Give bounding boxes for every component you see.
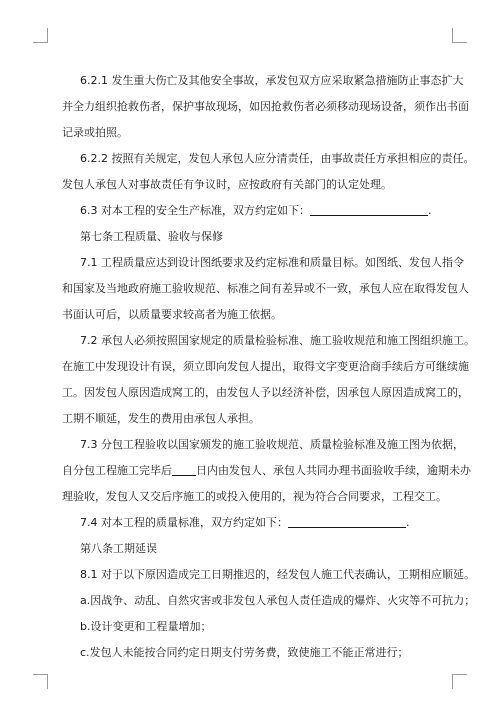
clause-8-1-item-b: b.设计变更和工程量增加； <box>80 620 212 633</box>
crop-mark-bottom-right <box>452 674 467 689</box>
clause-6-2-1-line-2: 并全力组织抢救伤者，保护事故现场，如因抢救伤者必须移动现场设备，须作出书面 <box>62 100 469 113</box>
clause-7-3-text-a: 自分包工程施工完毕后 <box>62 464 172 477</box>
clause-7-4 <box>80 510 460 537</box>
acceptance-days-blank[interactable] <box>172 461 196 476</box>
clause-7-2-line-3: 工。因发包人原因造成窝工的，由发包人予以经济补偿，因承包人原因造成窝工的， <box>62 386 469 399</box>
clause-7-1-line-3: 书面认可后，以质量要求较高者为施工依据。 <box>62 308 282 321</box>
clause-7-3-text-b: 日内由发包人、承包人共同办理书面验收手续，逾期未办 <box>196 464 471 477</box>
clause-7-2-line-1: 7.2 承包人必须按照国家规定的质量检验标准、施工验收规范和施工图组织施工。 <box>80 334 475 347</box>
clause-7-3-line-1: 7.3 分包工程验收以国家颁发的施工验收规范、质量检验标准及施工图为依据， <box>80 438 464 451</box>
clause-7-2-line-2: 在施工中发现设计有误，须立即向发包人提出，取得文字变更洽商手续后方可继续施 <box>62 360 469 373</box>
crop-mark-top-left <box>33 28 48 43</box>
clause-6-2-2-line-2: 发包人承包人对事故责任有争议时，应按政府有关部门的认定处理。 <box>62 178 392 191</box>
clause-6-3-text: 6.3 对本工程的安全生产标准，双方约定如下： <box>80 204 310 217</box>
clause-6-3-end: . <box>428 204 432 217</box>
safety-standard-blank[interactable] <box>310 201 428 216</box>
clause-7-1-line-1: 7.1 工程质量应达到设计图纸要求及约定标准和质量目标。如图纸、发包人指令 <box>80 256 464 269</box>
article-8-heading: 第八条工期延误 <box>80 542 157 555</box>
clause-7-4-text: 7.4 对本工程的质量标准，双方约定如下： <box>80 516 288 529</box>
clause-7-4-end: . <box>406 516 410 529</box>
quality-standard-blank[interactable] <box>288 513 406 528</box>
clause-6-2-1-line-3: 记录或拍照。 <box>62 126 128 139</box>
clause-6-2-2-line-1: 6.2.2 按照有关规定，发包人承包人应分清责任，由事故责任方承担相应的责任。 <box>80 152 475 165</box>
clause-7-1-line-2: 和国家及当地政府施工验收规范、标准之间有差异或不一致，承包人应在取得发包人 <box>62 282 469 295</box>
clause-8-1-item-a: a.因战争、动乱、自然灾害或非发包人承包人责任造成的爆炸、火灾等不可抗力； <box>80 594 476 607</box>
clause-7-2-line-4: 工期不顺延，发生的费用由承包人承担。 <box>62 412 260 425</box>
clause-8-1-item-c: c.发包人未能按合同约定日期支付劳务费，致使施工不能正常进行； <box>80 646 409 659</box>
clause-8-1: 8.1 对于以下原因造成完工日期推迟的，经发包人施工代表确认，工期相应顺延。 <box>80 568 475 581</box>
crop-mark-top-right <box>452 28 467 43</box>
clause-6-2-1-line-1: 6.2.1 发生重大伤亡及其他安全事故，承发包双方应采取紧急措施防止事态扩大 <box>80 74 464 87</box>
clause-7-3-line-3: 理验收，发包人又交后序施工的或投入使用的，视为符合合同要求，工程交工。 <box>62 490 447 503</box>
crop-mark-bottom-left <box>33 674 48 689</box>
clause-6-3 <box>80 198 460 225</box>
article-7-heading: 第七条工程质量、验收与保修 <box>80 230 223 243</box>
clause-7-3-line-2 <box>62 458 471 485</box>
